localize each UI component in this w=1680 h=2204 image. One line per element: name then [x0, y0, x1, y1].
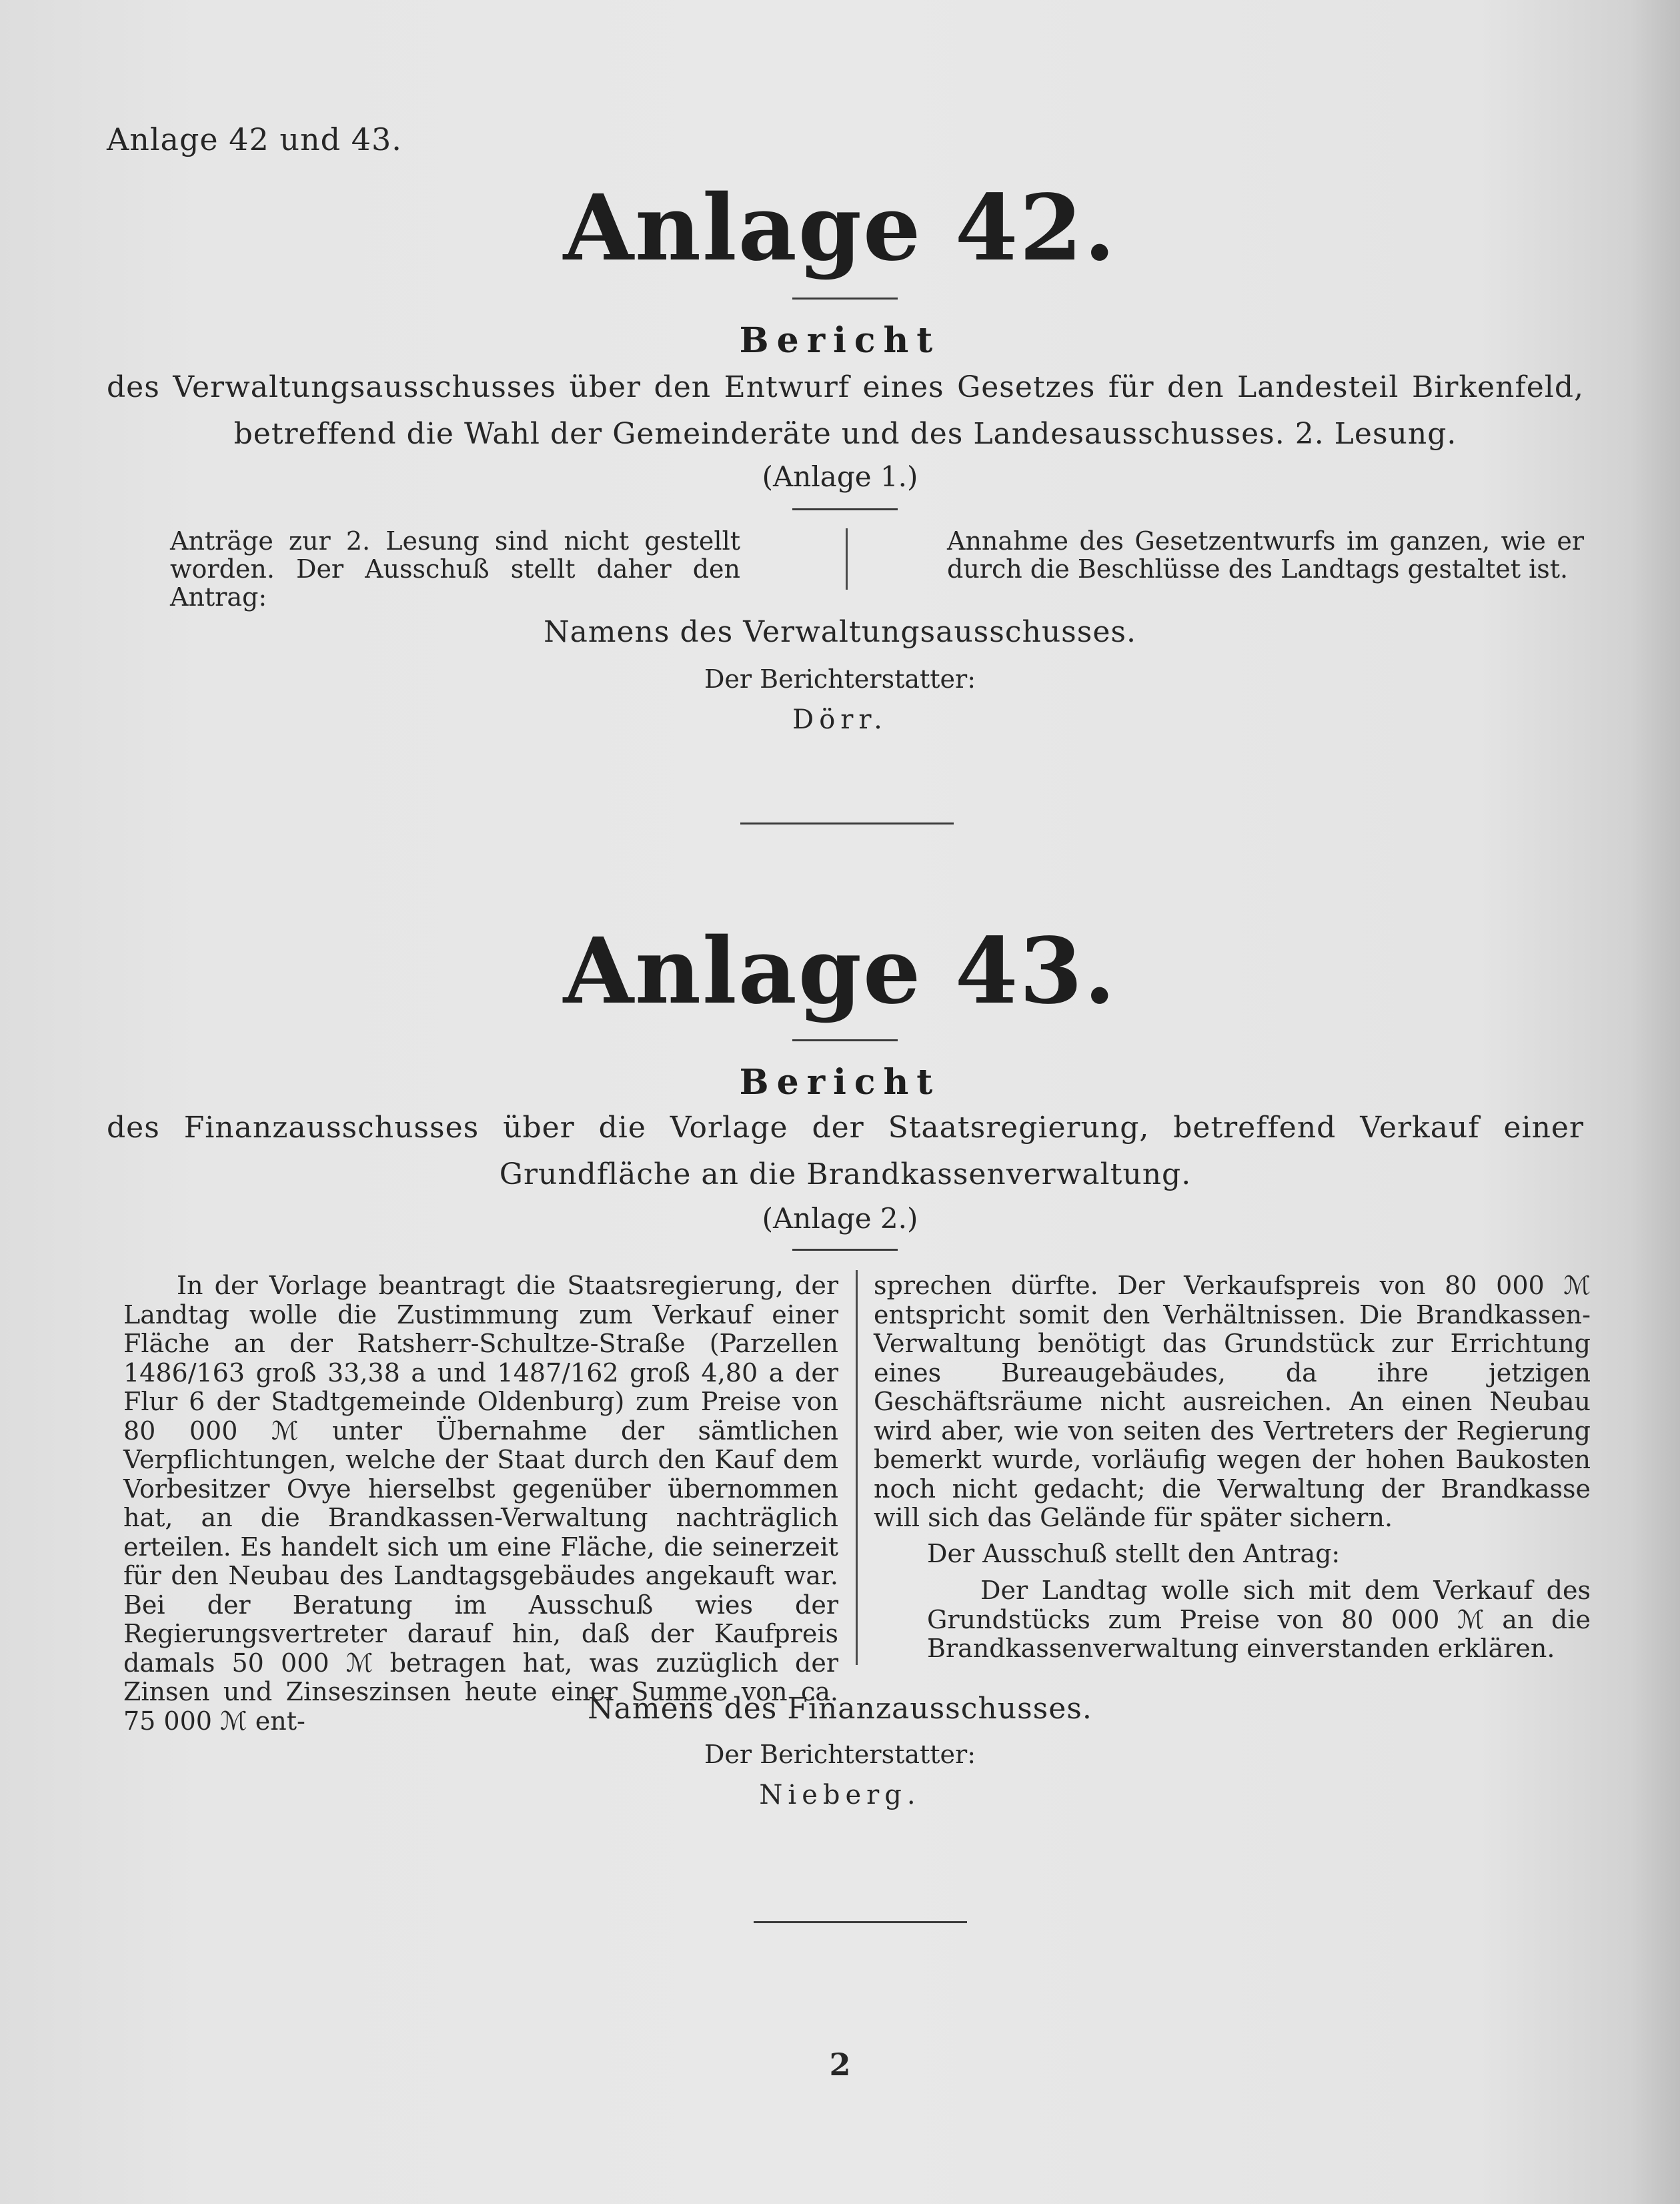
- motion-paragraph: Der Landtag wolle sich mit dem Verkauf des Grundstücks zum Preise von 80 000 ℳ an die Brandkassenverwaltung einverstanden erklären.: [927, 1576, 1591, 1663]
- reference-rule: [792, 508, 898, 510]
- anlage-43-role: Der Berichterstatter:: [704, 1740, 976, 1769]
- anlage-42-title: Anlage 42.: [563, 175, 1117, 282]
- anlage-42-reference: (Anlage 1.): [762, 460, 918, 493]
- body-paragraph: In der Vorlage beantragt die Staatsregierung, der Landtag wolle die Zustimmung zum Verkauf einer Fläche an der Ratsherr-Schultze-Straße (Parzellen 1486/163 groß 33,38 a und 1487/162 groß 4,80 a der Flur 6 der Stadtgemeinde Oldenburg) zum Preise von 80 000 ℳ unter Übernahme der sämtlichen Verpflichtungen, welche der Staat durch den Kauf dem Vorbesitzer Ovye hierselbst gegenüber übernommen hat, an die Brandkassen-Verwaltung nachträglich erteilen. Es handelt sich um eine Fläche, die seinerzeit für den Neubau des Landtagsgebäudes angekauft war. Bei der Beratung im Ausschuß wies der Regierungsvertreter darauf hin, daß der Kaufpreis damals 50 000 ℳ betragen hat, was zuzüglich der Zinsen und Zinseszinsen heute einer Summe von ca. 75 000 ℳ ent-: [123, 1271, 838, 1736]
- anlage-43-subject: des Finanzausschusses über die Vorlage der Staatsregierung, betreffend Verkauf einer Grundfläche an die Brandkassenverwaltung.: [107, 1111, 1584, 1191]
- anlage-42-subject: des Verwaltungsausschusses über den Entwurf eines Gesetzes für den Landesteil Birkenfeld, betreffend die Wahl der Gemeinderäte und des Landesausschusses. 2. Lesung.: [107, 370, 1584, 451]
- anlage-43-name: Nieberg.: [759, 1780, 921, 1810]
- anlage-42-left-column: Anträge zur 2. Lesung sind nicht gestellt worden. Der Ausschuß stellt daher den Antrag:: [170, 526, 740, 612]
- anlage-42-name: Dörr.: [792, 704, 888, 735]
- running-head: Anlage 42 und 43.: [107, 121, 402, 157]
- reference-rule: [792, 1249, 898, 1251]
- body-paragraph: Der Ausschuß stellt den Antrag:: [927, 1538, 1341, 1568]
- anlage-43-reference: (Anlage 2.): [762, 1202, 918, 1235]
- column-divider: [846, 528, 848, 590]
- anlage-42-committee: Namens des Verwaltungsausschusses.: [544, 615, 1136, 649]
- page-number: 2: [829, 2047, 851, 2083]
- title-rule: [792, 1039, 898, 1041]
- body-paragraph: sprechen dürfte. Der Verkaufspreis von 80 000 ℳ entspricht somit den Verhältnissen. Die Brandkassen-Verwaltung benötigt das Grundstück zur Errichtung eines Bureaugebäudes, da ihre jetzigen Geschäftsräume nicht ausreichen. An einen Neubau wird aber, wie von seiten des Vertreters der Regierung bemerkt wurde, vorläufig wegen der hohen Baukosten noch nicht gedacht; die Verwaltung der Brandkasse will sich das Gelände für später sichern.: [874, 1271, 1591, 1532]
- anlage-43-committee: Namens des Finanzausschusses.: [588, 1692, 1092, 1726]
- anlage-42-bericht: Bericht: [739, 320, 941, 361]
- anlage-43-bericht: Bericht: [739, 1062, 941, 1103]
- anlage-42-right-column: Annahme des Gesetzentwurfs im ganzen, wie er durch die Beschlüsse des Landtags gestaltet ist.: [947, 526, 1584, 584]
- title-rule: [792, 298, 898, 300]
- anlage-42-role: Der Berichterstatter:: [704, 664, 976, 694]
- column-divider: [856, 1270, 858, 1665]
- section-separator: [754, 1921, 967, 1923]
- section-separator: [740, 822, 954, 824]
- anlage-43-left-column: [123, 1271, 838, 1736]
- anlage-43-title: Anlage 43.: [563, 918, 1117, 1025]
- anlage-43-right-column: [874, 1271, 1591, 1664]
